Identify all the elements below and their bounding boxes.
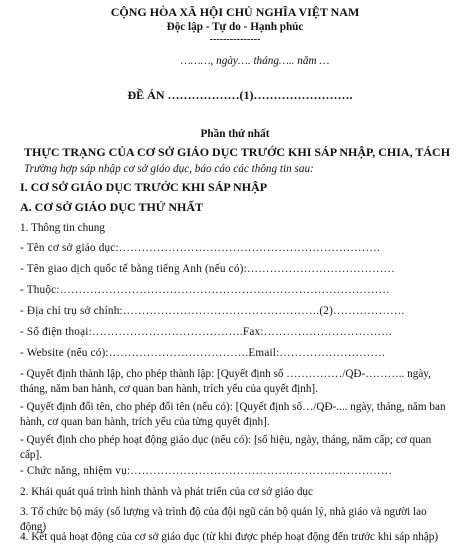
motto-separator: ---------------	[209, 34, 261, 45]
field-name: - Tên cơ sở giáo dục:……………………………………………………………	[20, 242, 381, 254]
national-motto: Độc lập - Tự do - Hạnh phúc	[166, 21, 304, 33]
general-info-heading: 1. Thông tin chung	[20, 222, 105, 234]
field-website: - Website (nếu có):……………………………….Email:……………………….	[20, 347, 385, 359]
field-duties: - Chức năng, nhiệm vụ:……………………………………………………………	[20, 465, 393, 477]
field-decision-establish: - Quyết định thành lập, cho phép thành lập: [Quyết định số ……………/QĐ-……….. ngày, tháng, năm ban hành, cơ quan ban hành, trích yếu của quyết định].	[20, 368, 431, 395]
item-three: 3. Tổ chức bộ máy (số lượng và trình độ của đội ngũ cán bộ quản lý, nhà giáo và người lao động)	[20, 506, 427, 533]
field-intl-name: - Tên giao dịch quốc tế bằng tiếng Anh (nếu có):…………………………………	[20, 263, 395, 275]
item-two: 2. Khái quát quá trình hình thành và phát triển của cơ sở giáo dục	[20, 486, 313, 498]
report-note: Trường hợp sáp nhập cơ sở giáo dục, báo cáo các thông tin sau:	[24, 163, 314, 175]
field-decision-operate: - Quyết định cho phép hoạt động giáo dục (nếu có): [số hiệu, ngày, tháng, năm cấp; cơ quan cấp].	[20, 434, 432, 461]
field-phone: - Số điện thoại:………………………………….Fax:…………………………….	[20, 326, 392, 338]
field-decision-rename: - Quyết định đổi tên, cho phép đổi tên (nếu có): [Quyết định số…/QĐ-.... ngày, tháng, năm ban hành, cơ quan ban hành, trích yếu của từng quyết định].	[20, 401, 446, 428]
project-title: ĐỀ ÁN ………………(1)…………………….	[127, 88, 353, 102]
section-heading: THỰC TRẠNG CỦA CƠ SỞ GIÁO DỤC TRƯỚC KHI SÁP NHẬP, CHIA, TÁCH	[24, 145, 451, 159]
field-belongs: - Thuộc:……………………………………………………………………………	[20, 284, 390, 296]
date-line: ………, ngày…. tháng….. năm …	[180, 55, 330, 67]
item-four: 4. Kết quả hoạt động của cơ sở giáo dục (từ khi được phép hoạt động đến trước khi sáp nhập)	[20, 531, 439, 543]
section-a: A. CƠ SỞ GIÁO DỤC THỨ NHẤT	[20, 200, 204, 214]
section-roman-one: I. CƠ SỞ GIÁO DỤC TRƯỚC KHI SÁP NHẬP	[20, 180, 268, 194]
part-title: Phần thứ nhất	[200, 128, 270, 140]
country-name: CỘNG HÒA XÃ HỘI CHỦ NGHĨA VIỆT NAM	[110, 5, 360, 19]
field-address: - Địa chỉ trụ sở chính:…………………………………………….(2)……………….	[20, 305, 405, 317]
